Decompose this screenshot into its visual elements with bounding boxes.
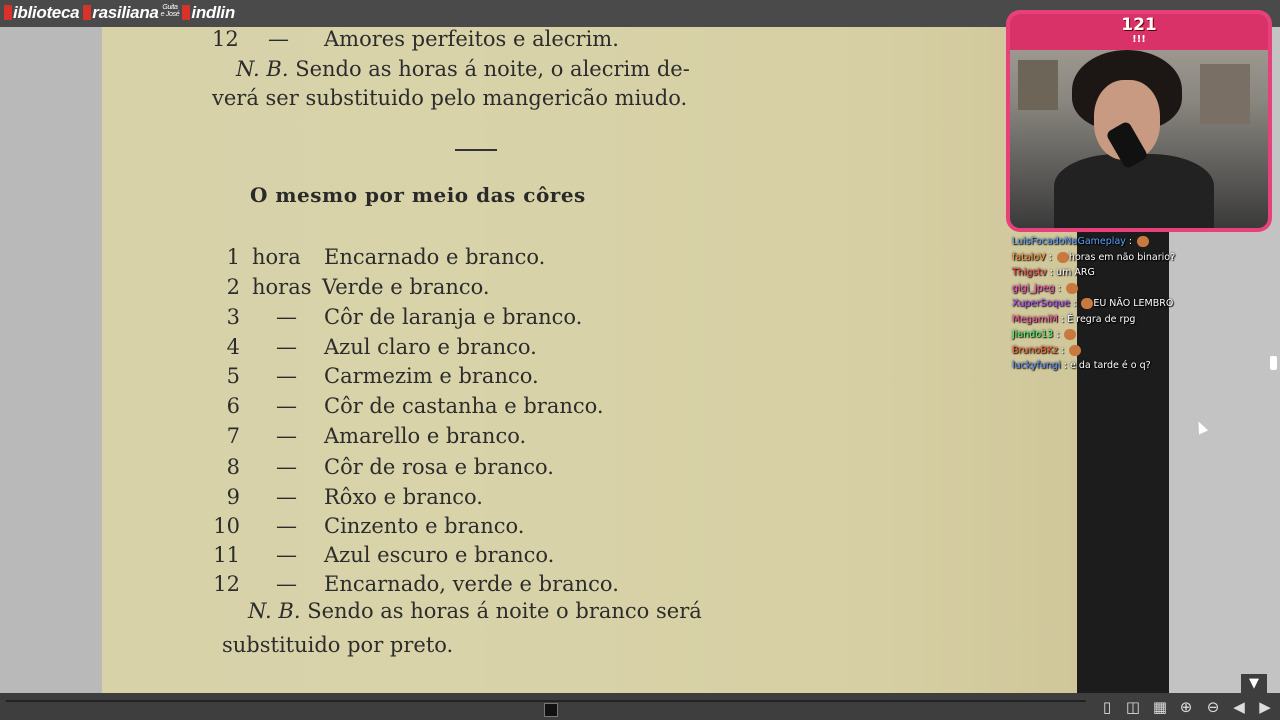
note2-line2: substituido por preto. bbox=[222, 633, 454, 657]
color-label: Côr de laranja e branco. bbox=[324, 305, 583, 329]
note2-abbr: N. B. bbox=[248, 599, 301, 623]
webcam-feed bbox=[1010, 14, 1268, 228]
color-label: Verde e branco. bbox=[322, 275, 490, 299]
color-label: Encarnado, verde e branco. bbox=[324, 572, 619, 596]
scroll-down-button[interactable]: ▼ bbox=[1241, 674, 1267, 694]
chat-message bbox=[1012, 358, 1212, 374]
note2-text: Sendo as horas á noite o branco será bbox=[307, 599, 702, 623]
chat-username[interactable]: XuperSoque bbox=[1012, 298, 1071, 309]
chat-message bbox=[1012, 281, 1212, 297]
chat-message bbox=[1012, 312, 1212, 328]
next-page-icon[interactable]: ▶ bbox=[1259, 698, 1271, 716]
note1 bbox=[236, 57, 690, 81]
color-label: Azul claro e branco. bbox=[324, 335, 537, 359]
chat-message bbox=[1012, 250, 1212, 266]
color-label: Azul escuro e branco. bbox=[324, 543, 555, 567]
hour-number: 4 bbox=[226, 335, 240, 359]
note1-abbr: N. B. bbox=[236, 57, 289, 81]
chat-username[interactable]: BrunoBKz bbox=[1012, 344, 1059, 356]
chat-message bbox=[1012, 265, 1212, 281]
hour-number: 5 bbox=[226, 364, 240, 388]
page-slider-thumb[interactable] bbox=[544, 703, 558, 717]
color-label: Rôxo e branco. bbox=[324, 485, 483, 509]
hour-number: 2 bbox=[226, 275, 240, 299]
viewer-count-exclaim: !!! bbox=[1132, 34, 1146, 45]
prev-row-label: Amores perfeitos e alecrim. bbox=[324, 27, 619, 51]
chat-username[interactable]: MegamiM bbox=[1012, 313, 1058, 325]
grid-view-icon[interactable]: ▦ bbox=[1152, 698, 1168, 716]
separator-rule bbox=[455, 149, 497, 151]
hour-number: 1 bbox=[226, 245, 240, 269]
chat-emote-icon bbox=[1057, 252, 1069, 263]
hour-dash: — bbox=[276, 514, 297, 538]
chat-emote-icon bbox=[1066, 283, 1078, 294]
chat-separator: : bbox=[1045, 251, 1055, 263]
zoom-in-icon[interactable]: ⊕ bbox=[1179, 698, 1193, 716]
color-label: Carmezim e branco. bbox=[324, 364, 539, 388]
chat-separator: : bbox=[1070, 298, 1080, 309]
chat-emote-icon bbox=[1069, 345, 1081, 356]
hour-dash: — bbox=[276, 394, 297, 418]
chat-separator: : bbox=[1053, 329, 1063, 340]
single-page-icon[interactable]: ▯ bbox=[1102, 698, 1112, 716]
zoom-out-icon[interactable]: ⊖ bbox=[1206, 698, 1220, 716]
hour-dash: — bbox=[276, 305, 297, 329]
chat-emote-icon bbox=[1137, 236, 1149, 247]
hour-dash: — bbox=[276, 364, 297, 388]
hour-dash: — bbox=[276, 485, 297, 509]
stream-chat bbox=[1012, 234, 1212, 374]
scanned-page bbox=[102, 27, 1079, 693]
hour-number: 11 bbox=[213, 543, 240, 567]
hour-number: 3 bbox=[226, 305, 240, 329]
chat-text: EU NÃO LEMBRO bbox=[1093, 298, 1174, 309]
prev-page-icon[interactable]: ◀ bbox=[1233, 698, 1245, 716]
chat-username[interactable]: luckyfungi bbox=[1012, 360, 1061, 371]
site-logo[interactable] bbox=[4, 3, 235, 23]
color-label: Côr de castanha e branco. bbox=[324, 394, 604, 418]
logo-square bbox=[4, 5, 12, 20]
logo-subtitle-1: Guita bbox=[162, 4, 178, 11]
logo-subtitle bbox=[161, 4, 180, 18]
color-label: Côr de rosa e branco. bbox=[324, 455, 554, 479]
background-shelf bbox=[1018, 60, 1058, 110]
chat-message bbox=[1012, 296, 1212, 312]
hour-number: 10 bbox=[213, 514, 240, 538]
chat-text: É regra de rpg bbox=[1067, 313, 1136, 325]
webcam-overlay bbox=[1006, 10, 1272, 232]
hour-dash: — bbox=[276, 424, 297, 448]
hour-number: 9 bbox=[226, 485, 240, 509]
page-slider-track[interactable] bbox=[6, 700, 1086, 702]
prev-row-dash: — bbox=[268, 27, 289, 51]
hour-dash: hora bbox=[252, 245, 301, 269]
chat-text: um ARG bbox=[1056, 267, 1095, 278]
chat-separator: : bbox=[1057, 313, 1068, 325]
chat-username[interactable]: Thigstv bbox=[1012, 267, 1047, 278]
chat-username[interactable]: gigi_jpeg bbox=[1012, 282, 1055, 294]
section-heading: O mesmo por meio das côres bbox=[250, 183, 586, 207]
logo-subtitle-2: e José bbox=[160, 11, 180, 18]
chat-username[interactable]: fataloV bbox=[1012, 251, 1046, 263]
chat-text: horas em não binario? bbox=[1068, 251, 1176, 263]
logo-square bbox=[83, 5, 91, 20]
prev-row-number: 12 bbox=[212, 27, 239, 51]
logo-square bbox=[182, 5, 190, 20]
logo-text-2: rasiliana bbox=[92, 3, 159, 22]
chat-separator: : bbox=[1046, 267, 1057, 278]
chat-separator: : bbox=[1125, 236, 1136, 247]
bottom-toolbar bbox=[0, 693, 1280, 720]
background-shelf bbox=[1200, 64, 1250, 124]
logo-text-1: iblioteca bbox=[13, 3, 80, 22]
hour-dash: — bbox=[276, 572, 297, 596]
chat-username[interactable]: Jiando13 bbox=[1012, 329, 1054, 340]
color-label: Amarello e branco. bbox=[324, 424, 527, 448]
note1-text: Sendo as horas á noite, o alecrim de- bbox=[295, 57, 690, 81]
hour-number: 7 bbox=[226, 424, 240, 448]
note1-line2: verá ser substituido pelo mangericão miudo. bbox=[212, 86, 688, 110]
chat-emote-icon bbox=[1081, 298, 1093, 309]
chat-text: e da tarde é o q? bbox=[1069, 360, 1151, 371]
logo-text-3: indlin bbox=[191, 3, 235, 22]
chat-emote-icon bbox=[1064, 329, 1076, 340]
chat-message bbox=[1012, 234, 1212, 250]
viewer-count: 121 bbox=[1121, 15, 1157, 35]
scrollbar-thumb[interactable] bbox=[1270, 356, 1277, 370]
color-label: Encarnado e branco. bbox=[324, 245, 546, 269]
chat-separator: : bbox=[1060, 360, 1070, 371]
hour-dash: horas bbox=[252, 275, 312, 299]
hour-number: 6 bbox=[226, 394, 240, 418]
chat-message bbox=[1012, 343, 1212, 359]
hour-dash: — bbox=[276, 335, 297, 359]
hour-number: 12 bbox=[213, 572, 240, 596]
color-label: Cinzento e branco. bbox=[324, 514, 525, 538]
chat-username[interactable]: LuisFocadoNaGameplay bbox=[1012, 236, 1126, 247]
hour-dash: — bbox=[276, 543, 297, 567]
chat-separator: : bbox=[1054, 282, 1064, 294]
note2 bbox=[248, 599, 702, 623]
chat-separator: : bbox=[1058, 344, 1068, 356]
hour-number: 8 bbox=[226, 455, 240, 479]
two-page-icon[interactable]: ◫ bbox=[1125, 698, 1141, 716]
hour-dash: — bbox=[276, 455, 297, 479]
chat-message bbox=[1012, 327, 1212, 343]
